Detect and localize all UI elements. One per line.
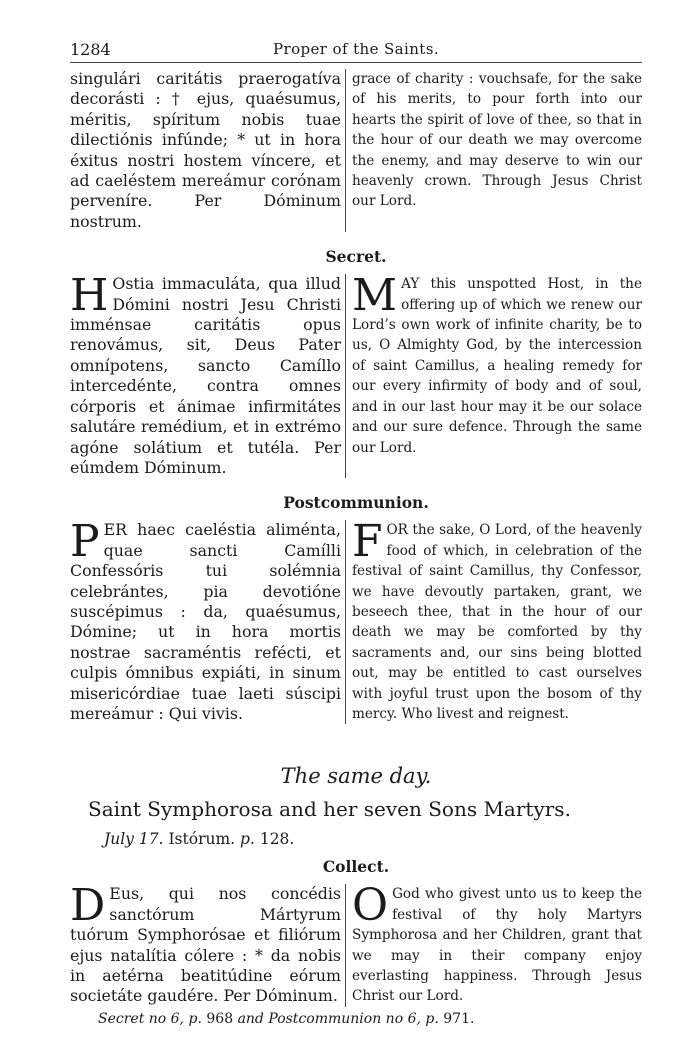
secret-title: Secret. [325,247,387,267]
collect-end-english-text: grace of charity : vouchsafe, for the sake of his merits, to pour forth into our hearts the spirit of love of thee, so that in the hour of our death we may overcome the enemy, and may deserve to win our heavenly crown. Through Jesus Christ our Lord. [352,71,642,210]
collect-english-text: God who givest unto us to keep the festival of thy holy Martyrs Symphorosa and her Children, grant that we may in their company enjoy everlasting happiness. Through Jesus Christ our Lord. [352,886,642,1005]
postcommunion-english [346,516,642,724]
secret-latin-text: Ostia immaculáta, qua illud Dómini nostri Jesu Christi imménsae caritátis opus renovámus, sit, Deus Pater omnípotens, sancto Camíllo intercedénte, contra omnes córporis et ánimae infirmitátes salutáre remédium, et in extrémo agóne solátium et tutéla. Per eúmdem Dóminum. [70,274,341,477]
footer-and-label: and Postcommunion n [237,1010,395,1027]
collect-latin-text: Eus, qui nos concédis sanctórum Mártyrum tuórum Symphorósae et filiórum ejus natalítia cólere : * da nobis in aetérna beatitúdine eórum societáte gaudére. Per Dóminum. [70,884,341,1006]
postcommunion-title: Postcommunion. [283,493,429,513]
footer-secret-no: o 6, [157,1010,185,1027]
secret-latin-initial: H [70,270,109,322]
running-title: Proper of the Saints. [273,40,439,58]
collect-english [346,880,642,1006]
secret-english [346,270,642,478]
secret-pair [70,270,642,478]
feast-name: Saint Symphorosa and her seven Sons Martyrs. [88,797,571,822]
collect-end-pair [70,69,642,232]
collect-pair [70,880,642,1006]
footer-post-page: 971. [443,1010,475,1027]
collect-latin [70,880,346,1006]
postcommunion-english-text: OR the sake, O Lord, of the heavenly food of which, in celebration of the festival of saint Camillus, thy Confessor, we have devoutly partaken, grant, we beseech thee, that in the hour of our death we may be comforted by thy sacraments and, our sins being blotted out, may be entitled to cast ourselves with joyful trust upon the bosom of thy mercy. Who livest and reignest. [352,522,642,722]
secret-english-text: AY this unspotted Host, in the offering up of which we renew our Lord’s own work of infinite charity, be to us, O Almighty God, by the intercession of saint Camillus, a healing remedy for our every infirmity of body and of soul, and in our last hour may it be our solace and our sure defence. Through the same our Lord. [352,276,642,456]
footer-post-no: o 6, [394,1010,421,1027]
postcommunion-english-initial: F [352,516,383,568]
feast-ref-page-label: p. [240,830,255,849]
postcommunion-latin [70,516,346,724]
feast-ref-text: Istórum. [168,830,236,849]
spacer [70,724,642,760]
footer-secret-p-label: p. [188,1010,202,1027]
collect-end-latin [70,69,346,232]
feast-ref-page: 128. [259,830,295,849]
postcommunion-latin-initial: P [70,516,100,568]
postcommunion-latin-text: ER haec caeléstia aliménta, quae sancti Camílli Confessóris tui solémnia celebrántes, pia devotióne suscépimus : da, quaésumus, Dómine; ut in hora mortis nostrae sacraméntis refécti, et culpis ómnibus expiáti, in sinum misericórdiae tuae laeti súscipi mereámur : Qui vivis. [70,520,341,723]
postcommunion-pair [70,516,642,724]
collect-title: Collect. [322,857,390,877]
feast-date: July 17. [104,830,164,849]
collect-end-latin-text: singulári caritátis praerogatíva decorásti : † ejus, quaésumus, méritis, spíritum nobis tuae dilectiónis infúnde; * ut in hora éxitus nostri hostem víncere, et ad caeléstem mereámur corónam perveníre. Per Dóminum nostrum. [70,69,341,231]
page [70,36,642,1027]
secret-latin [70,270,346,478]
secret-english-initial: M [352,270,398,322]
footer-note [70,1011,642,1027]
collect-end-english [346,69,642,232]
footer-secret-label: Secret n [98,1010,158,1027]
collect-english-initial: O [352,880,389,932]
feast-reference [70,826,642,852]
footer-secret-page: 968 [206,1010,234,1027]
footer-post-p-label: p. [425,1010,439,1027]
collect-latin-initial: D [70,880,106,932]
running-head [70,36,642,63]
page-number: 1284 [70,40,111,59]
feast-day: The same day. [280,764,432,789]
